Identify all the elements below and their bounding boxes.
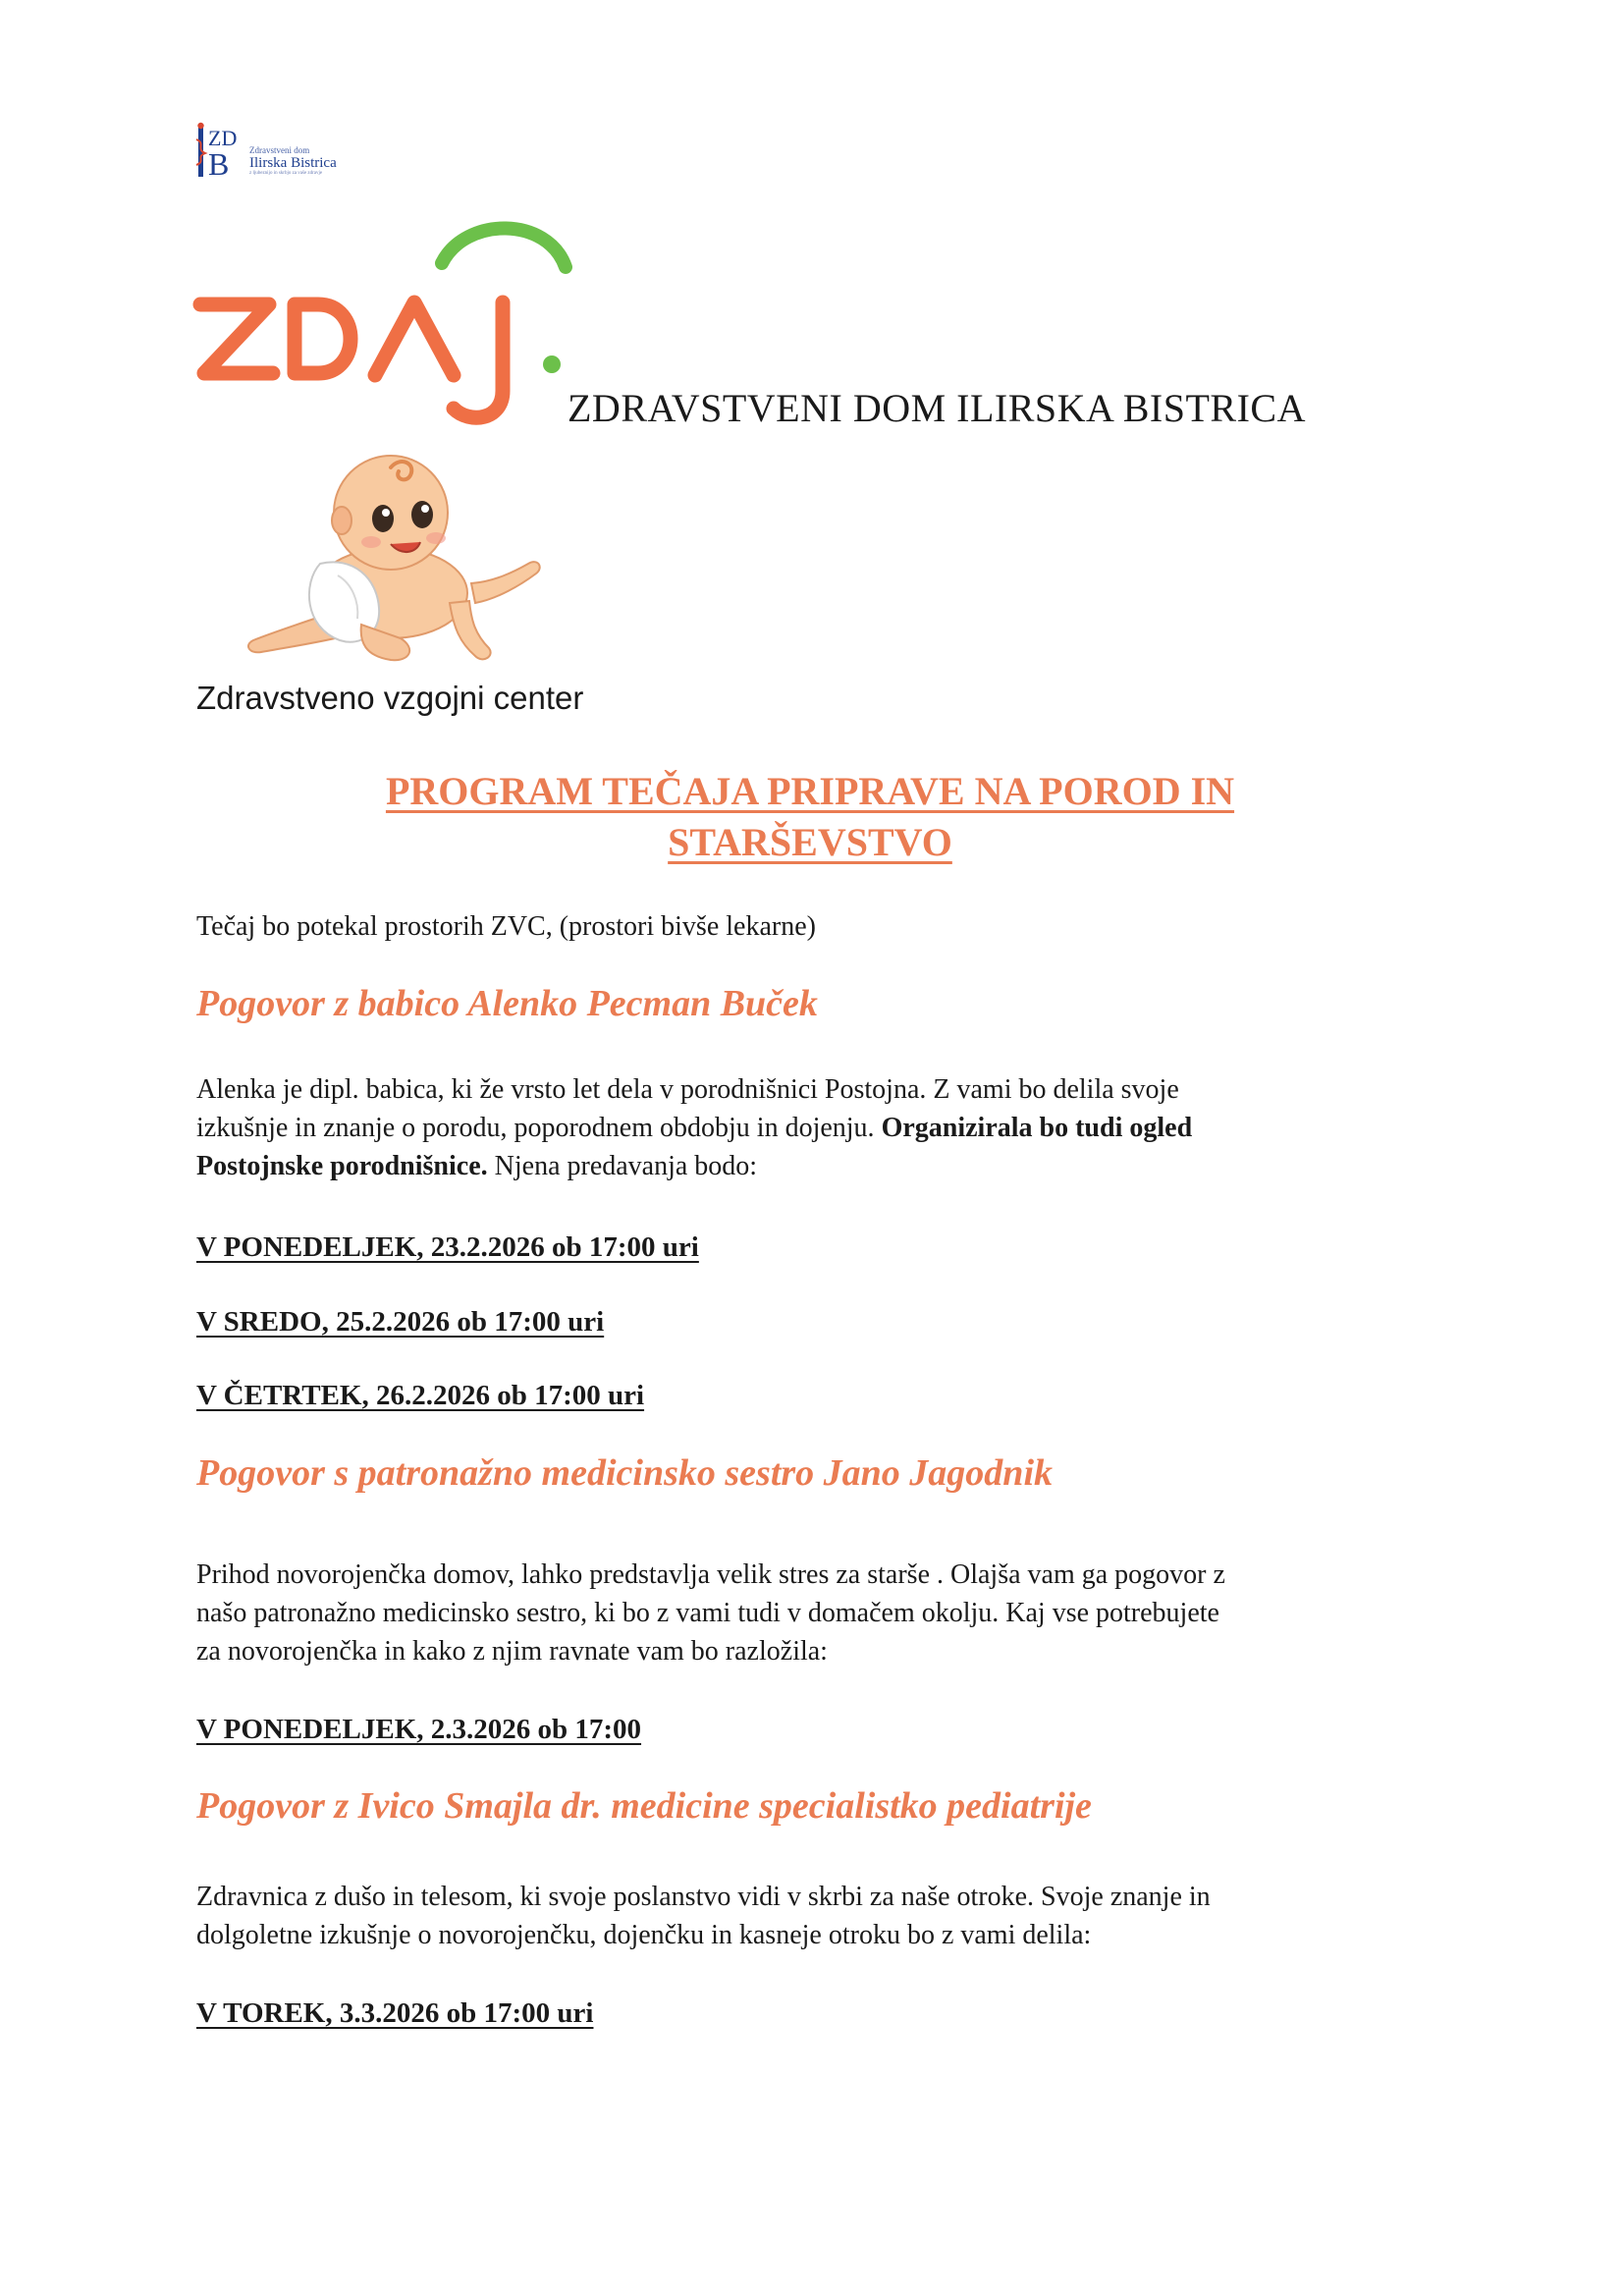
institution-logo-text (249, 145, 387, 177)
text-bold-span: Organizirala bo tudi ogled (881, 1113, 1193, 1143)
text-line: za novorojenčka in kako z njim ravnate vam bo razložila: (196, 1636, 828, 1667)
section-text-pediatrician (196, 1878, 1438, 1954)
caduceus-logo-icon (192, 122, 240, 179)
lecture-date: V ČETRTEK, 26.2.2026 ob 17:00 uri (196, 1380, 645, 1411)
section-title-pediatrician: Pogovor z Ivico Smajla dr. medicine specialistko pediatrije (196, 1785, 1092, 1827)
text-span: izkušnje in znanje o porodu, poporodnem obdobju in dojenju. (196, 1113, 882, 1143)
logo-line-2: Ilirska Bistrica (249, 155, 337, 171)
text-line: Prihod novorojenčka domov, lahko predstavlja velik stres za starše . Olajša vam ga pogovor z (196, 1559, 1225, 1590)
program-title (196, 766, 1424, 868)
text-line (196, 1109, 1438, 1147)
lecture-date: V TOREK, 3.3.2026 ob 17:00 uri (196, 1997, 594, 2029)
section-title-nurse: Pogovor s patronažno medicinsko sestro Jano Jagodnik (196, 1452, 1053, 1494)
program-title-line-1: PROGRAM TEČAJA PRIPRAVE NA POROD IN (385, 769, 1235, 813)
text-line: našo patronažno medicinsko sestro, ki bo z vami tudi v domačem okolju. Kaj vse potrebujete (196, 1598, 1219, 1628)
logo-line-3: z ljubeznijo in skrbjo za vaše zdravje (249, 171, 323, 176)
center-label: Zdravstveno vzgojni center (196, 680, 584, 716)
text-line: dolgoletne izkušnje o novorojenčku, dojenčku in kasneje otroku bo z vami delila: (196, 1920, 1092, 1950)
logo-line-1: Zdravstveni dom (249, 145, 310, 155)
section-title-midwife: Pogovor z babico Alenko Pecman Buček (196, 983, 818, 1024)
text-line: Alenka je dipl. babica, ki že vrsto let dela v porodnišnici Postojna. Z vami bo delila svoje (196, 1074, 1179, 1105)
institution-logo-small (192, 122, 379, 181)
text-line: Zdravnica z dušo in telesom, ki svoje poslanstvo vidi v skrbi za naše otroke. Svoje znanje in (196, 1882, 1211, 1912)
text-span: Njena predavanja bodo: (487, 1151, 758, 1181)
text-line (196, 1147, 1438, 1185)
crawling-baby-illustration (243, 446, 548, 670)
institution-name: ZDRAVSTVENI DOM ILIRSKA BISTRICA (568, 386, 1306, 430)
svg-text:B: B (208, 146, 230, 179)
course-location: Tečaj bo potekal prostorih ZVC, (prostori bivše lekarne) (196, 911, 816, 942)
svg-text:ZD: ZD (208, 126, 238, 150)
lecture-date: V PONEDELJEK, 23.2.2026 ob 17:00 uri (196, 1231, 699, 1263)
lecture-date: V SREDO, 25.2.2026 ob 17:00 uri (196, 1306, 605, 1338)
section-text-nurse (196, 1556, 1438, 1670)
zdaj-logo (192, 216, 580, 432)
section-text-midwife (196, 1070, 1438, 1185)
text-bold-span: Postojnske porodnišnice. (196, 1151, 488, 1181)
lecture-date: V PONEDELJEK, 2.3.2026 ob 17:00 (196, 1714, 642, 1745)
program-title-line-2: STARŠEVSTVO (668, 820, 952, 864)
